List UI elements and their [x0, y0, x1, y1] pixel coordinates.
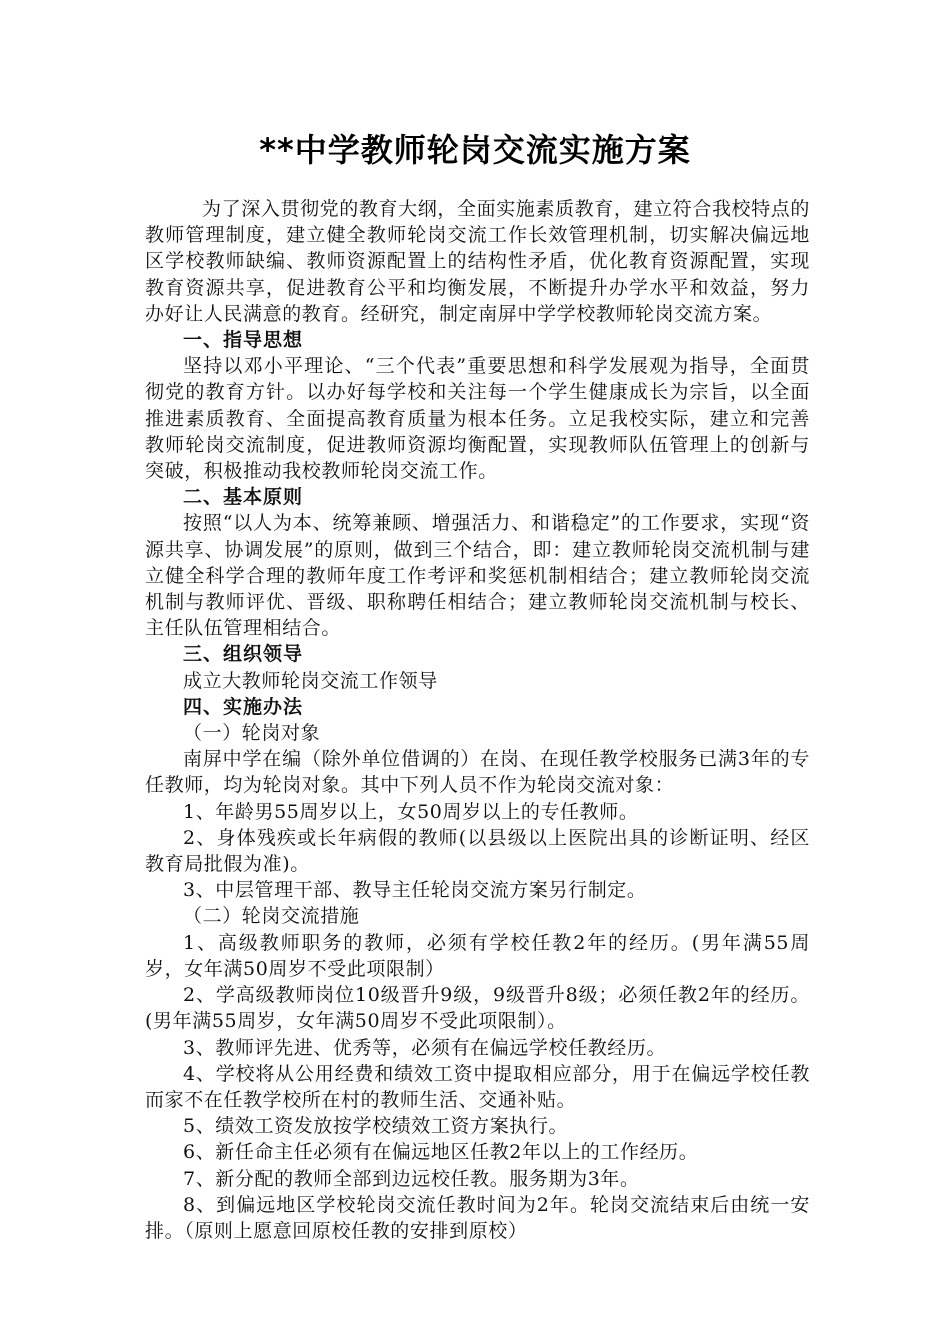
intro-paragraph: 为了深入贯彻党的教育大纲，全面实施素质教育，建立符合我校特点的教师管理制度，建立健全教师轮岗交流工作长效管理机制，切实解决偏远地区学校教师缺编、教师资源配置上的结构性矛盾，优化教育资源配置，实现教育资源共享，促进教育公平和均衡发展，不断提升办学水平和效益，努力办好让人民满意的教育。经研究，制定南屏中学学校教师轮岗交流方案。	[145, 198, 810, 325]
document-title: **中学教师轮岗交流实施方案	[259, 131, 691, 169]
subheading-rotation-targets: （一）轮岗对象	[183, 722, 321, 745]
subheading-rotation-measures: （二）轮岗交流措施	[183, 905, 360, 928]
guiding-ideology-paragraph: 坚持以邓小平理论、“三个代表”重要思想和科学发展观为指导，全面贯彻党的教育方针。以办好每学校和关注每一个学生健康成长为宗旨，以全面推进素质教育、全面提高教育质量为根本任务。立足我校实际，建立和完善教师轮岗交流制度，促进教师资源均衡配置，实现教师队伍管理上的创新与突破，积极推动我校教师轮岗交流工作。	[145, 355, 810, 483]
exclusion-item: 1、年龄男55周岁以上，女50周岁以上的专任教师。	[183, 800, 639, 823]
measure-item: 5、绩效工资发放按学校绩效工资方案执行。	[183, 1115, 569, 1138]
basic-principles-paragraph: 按照“以人为本、统筹兼顾、增强活力、和谐稳定”的工作要求，实现“资源共享、协调发展”的原则，做到三个结合，即：建立教师轮岗交流机制与建立健全科学合理的教师年度工作考评和奖惩机制相结合；建立教师轮岗交流机制与教师评优、晋级、职称聘任相结合；建立教师轮岗交流机制与校长、主任队伍管理相结合。	[145, 512, 810, 640]
section-heading-organization: 三、组织领导	[183, 643, 304, 666]
section-heading-basic-principles: 二、基本原则	[183, 486, 304, 509]
document-body	[145, 196, 810, 1244]
measure-item: 8、到偏远地区学校轮岗交流任教时间为2年。轮岗交流结束后由统一安排。（原则上愿意回原校任教的安排到原校）	[145, 1193, 810, 1242]
measure-item: 3、教师评先进、优秀等，必须有在偏远学校任教经历。	[183, 1036, 667, 1059]
section-heading-guiding-ideology: 一、指导思想	[183, 329, 304, 352]
exclusion-item: 2、身体残疾或长年病假的教师(以县级以上医院出具的诊断证明、经区教育局批假为准)。	[145, 826, 810, 876]
measure-item: 6、新任命主任必须有在偏远地区任教2年以上的工作经历。	[183, 1141, 699, 1164]
measure-item: 7、新分配的教师全部到边远校任教。服务期为3年。	[183, 1167, 640, 1190]
measure-item: 4、学校将从公用经费和绩效工资中提取相应部分，用于在偏远学校任教而家不在任教学校所在村的教师生活、交通补贴。	[145, 1062, 810, 1111]
exclusion-item: 3、中层管理干部、教导主任轮岗交流方案另行制定。	[183, 879, 647, 902]
organization-paragraph: 成立大教师轮岗交流工作领导	[183, 669, 438, 692]
measure-item: 2、学高级教师岗位10级晋升9级，9级晋升8级；必须任教2年的经历。(男年满55周岁，女年满50周岁不受此项限制）。	[145, 984, 810, 1033]
rotation-targets-paragraph: 南屏中学在编（除外单位借调的）在岗、在现任教学校服务已满3年的专任教师，均为轮岗对象。其中下列人员不作为轮岗交流对象：	[145, 748, 810, 797]
section-heading-implementation: 四、实施办法	[183, 695, 304, 718]
measure-item: 1、高级教师职务的教师，必须有学校任教2年的经历。(男年满55周岁，女年满50周岁不受此项限制）	[145, 931, 810, 980]
